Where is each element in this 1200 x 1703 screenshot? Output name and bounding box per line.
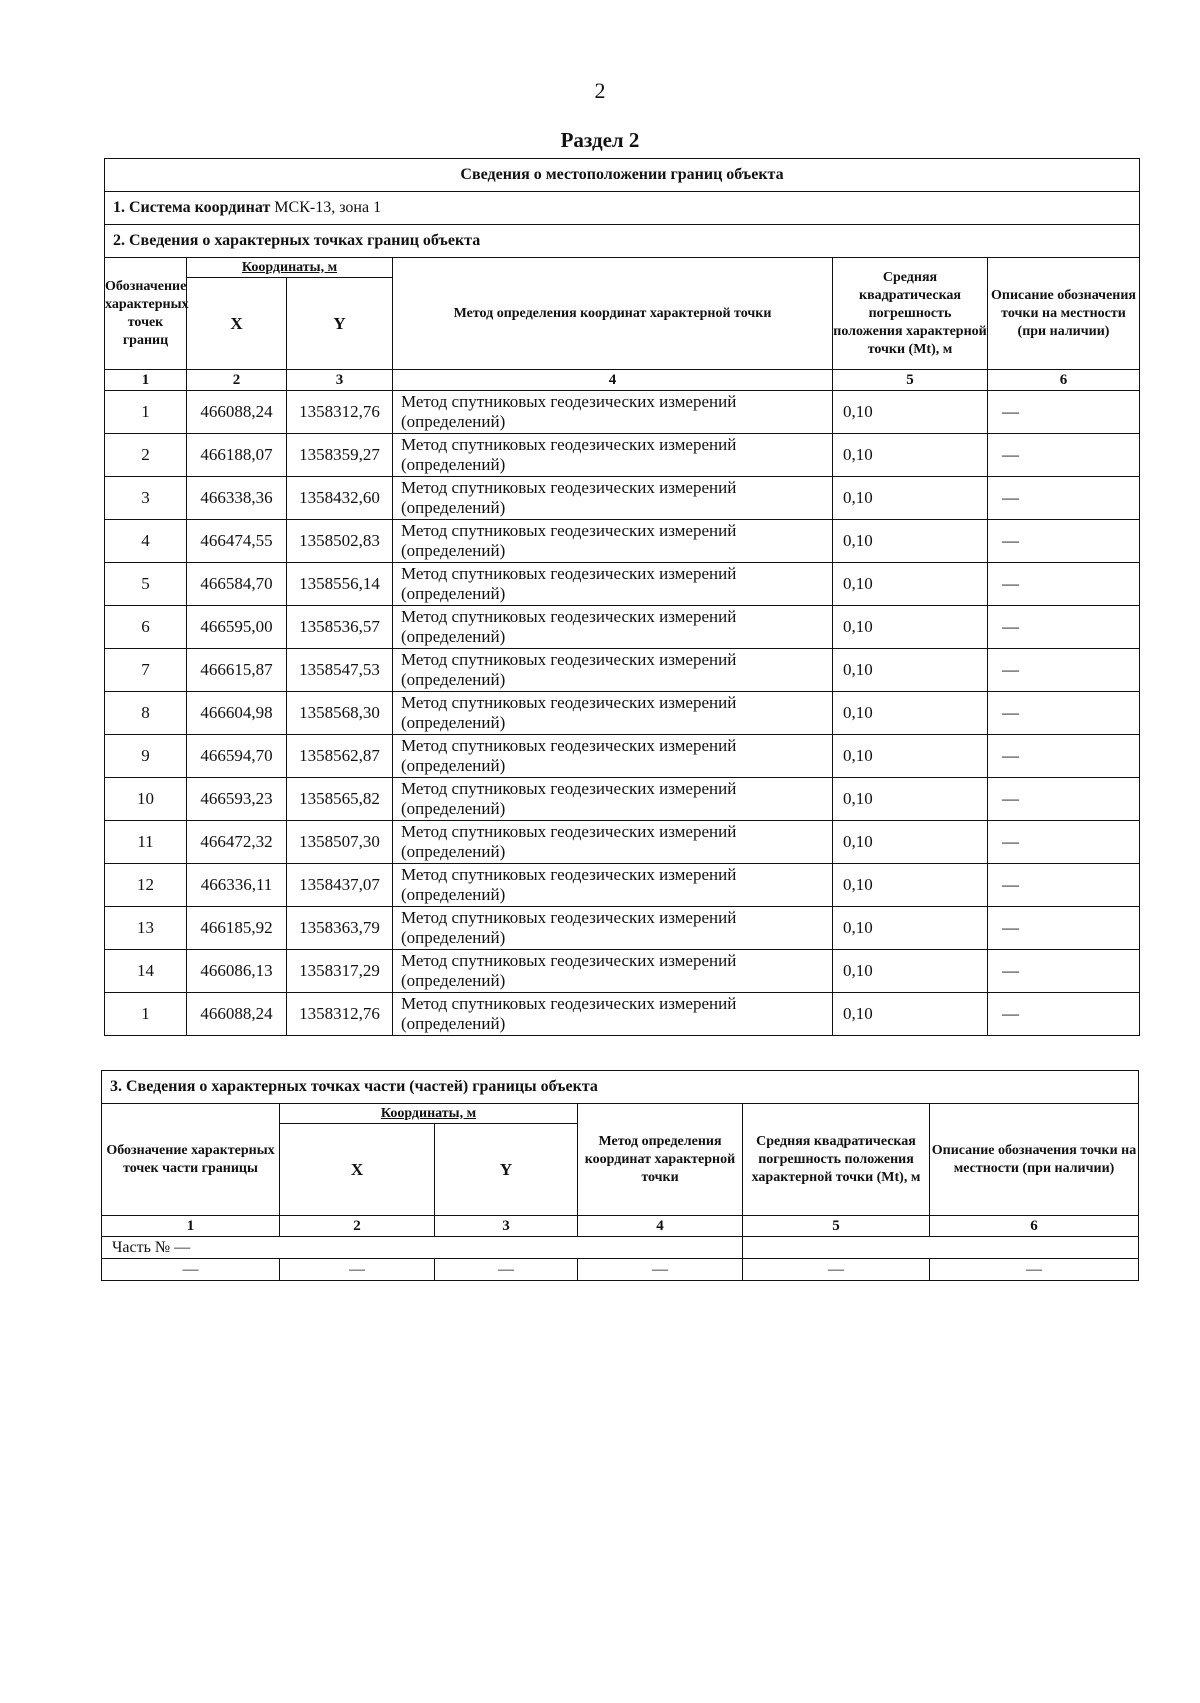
- mse-cell: 0,10: [833, 477, 988, 520]
- table-body: [105, 391, 1140, 1036]
- x-coordinate-cell: 466088,24: [187, 993, 287, 1036]
- description-cell: —: [988, 907, 1140, 950]
- part-label-empty: [743, 1237, 1139, 1259]
- mse-cell: 0,10: [833, 735, 988, 778]
- method-cell: Метод спутниковых геодезических измерений (определений): [393, 520, 833, 563]
- part-column-number: 6: [930, 1216, 1139, 1237]
- method-cell: Метод спутниковых геодезических измерений (определений): [393, 692, 833, 735]
- point-id-cell: 11: [105, 821, 187, 864]
- mse-cell: 0,10: [833, 778, 988, 821]
- part-empty-cell: —: [578, 1259, 743, 1281]
- x-coordinate-cell: 466604,98: [187, 692, 287, 735]
- y-coordinate-cell: 1358359,27: [287, 434, 393, 477]
- table-row: [105, 520, 1140, 563]
- part-label: Часть № —: [102, 1237, 743, 1259]
- table-row: [105, 950, 1140, 993]
- y-coordinate-cell: 1358556,14: [287, 563, 393, 606]
- section-title: Раздел 2: [560, 128, 640, 152]
- y-coordinate-cell: 1358432,60: [287, 477, 393, 520]
- description-cell: —: [988, 864, 1140, 907]
- points-section-title: 2. Сведения о характерных точках границ объекта: [105, 225, 1140, 258]
- mse-cell: 0,10: [833, 606, 988, 649]
- table-row: [105, 821, 1140, 864]
- description-cell: —: [988, 950, 1140, 993]
- part-header-point-designation: Обозначение характерных точек части границы: [102, 1104, 280, 1216]
- point-id-cell: 1: [105, 391, 187, 434]
- method-cell: Метод спутниковых геодезических измерений (определений): [393, 477, 833, 520]
- y-coordinate-cell: 1358562,87: [287, 735, 393, 778]
- mse-cell: 0,10: [833, 993, 988, 1036]
- method-cell: Метод спутниковых геодезических измерений (определений): [393, 606, 833, 649]
- part-header-x: X: [280, 1124, 435, 1216]
- mse-cell: 0,10: [833, 520, 988, 563]
- x-coordinate-cell: 466594,70: [187, 735, 287, 778]
- table-row: [105, 434, 1140, 477]
- part-header-method: Метод определения координат характерной точки: [578, 1104, 743, 1216]
- part-column-number: 2: [280, 1216, 435, 1237]
- part-header-coordinates: Координаты, м: [280, 1104, 578, 1124]
- x-coordinate-cell: 466474,55: [187, 520, 287, 563]
- coordinate-system-value: МСК-13, зона 1: [274, 199, 382, 216]
- description-cell: —: [988, 649, 1140, 692]
- y-coordinate-cell: 1358565,82: [287, 778, 393, 821]
- table-row: [105, 649, 1140, 692]
- part-empty-cell: —: [102, 1259, 280, 1281]
- mse-cell: 0,10: [833, 821, 988, 864]
- column-number: 4: [393, 370, 833, 391]
- method-cell: Метод спутниковых геодезических измерений (определений): [393, 907, 833, 950]
- point-id-cell: 9: [105, 735, 187, 778]
- table-row: [105, 993, 1140, 1036]
- description-cell: —: [988, 477, 1140, 520]
- header-description: Описание обозначения точки на местности (при наличии): [988, 258, 1140, 370]
- point-id-cell: 13: [105, 907, 187, 950]
- point-id-cell: 14: [105, 950, 187, 993]
- mse-cell: 0,10: [833, 434, 988, 477]
- page-number: 2: [594, 78, 606, 103]
- point-id-cell: 1: [105, 993, 187, 1036]
- header-point-designation: Обозначение характерных точек границ: [105, 258, 187, 370]
- method-cell: Метод спутниковых геодезических измерений (определений): [393, 864, 833, 907]
- coordinate-system: [105, 192, 1140, 225]
- column-number: 5: [833, 370, 988, 391]
- table-row: [105, 907, 1140, 950]
- part-empty-cell: —: [435, 1259, 578, 1281]
- column-number: 6: [988, 370, 1140, 391]
- column-number: 2: [187, 370, 287, 391]
- part-column-number: 1: [102, 1216, 280, 1237]
- point-id-cell: 8: [105, 692, 187, 735]
- table-row: [105, 864, 1140, 907]
- part-table-title: 3. Сведения о характерных точках части (частей) границы объекта: [102, 1071, 1139, 1104]
- table-row: [105, 606, 1140, 649]
- description-cell: —: [988, 778, 1140, 821]
- mse-cell: 0,10: [833, 563, 988, 606]
- method-cell: Метод спутниковых геодезических измерений (определений): [393, 434, 833, 477]
- point-id-cell: 3: [105, 477, 187, 520]
- method-cell: Метод спутниковых геодезических измерений (определений): [393, 778, 833, 821]
- part-boundary-table: [101, 1070, 1139, 1281]
- method-cell: Метод спутниковых геодезических измерений (определений): [393, 563, 833, 606]
- y-coordinate-cell: 1358568,30: [287, 692, 393, 735]
- y-coordinate-cell: 1358317,29: [287, 950, 393, 993]
- method-cell: Метод спутниковых геодезических измерений (определений): [393, 649, 833, 692]
- part-empty-cell: —: [743, 1259, 930, 1281]
- part-header-y: Y: [435, 1124, 578, 1216]
- point-id-cell: 7: [105, 649, 187, 692]
- part-header-mse: Средняя квадратическая погрешность положения характерной точки (Mt), м: [743, 1104, 930, 1216]
- table-row: [105, 692, 1140, 735]
- table-title: Сведения о местоположении границ объекта: [105, 159, 1140, 192]
- header-method: Метод определения координат характерной точки: [393, 258, 833, 370]
- x-coordinate-cell: 466593,23: [187, 778, 287, 821]
- mse-cell: 0,10: [833, 649, 988, 692]
- part-column-number: 4: [578, 1216, 743, 1237]
- y-coordinate-cell: 1358507,30: [287, 821, 393, 864]
- x-coordinate-cell: 466336,11: [187, 864, 287, 907]
- table-row: [105, 391, 1140, 434]
- table-row: [105, 778, 1140, 821]
- y-coordinate-cell: 1358437,07: [287, 864, 393, 907]
- description-cell: —: [988, 993, 1140, 1036]
- mse-cell: 0,10: [833, 950, 988, 993]
- coordinate-system-label: 1. Система координат: [113, 199, 271, 216]
- point-id-cell: 12: [105, 864, 187, 907]
- part-column-number: 3: [435, 1216, 578, 1237]
- x-coordinate-cell: 466584,70: [187, 563, 287, 606]
- part-empty-cell: —: [930, 1259, 1139, 1281]
- boundary-table: [104, 158, 1140, 1036]
- method-cell: Метод спутниковых геодезических измерений (определений): [393, 821, 833, 864]
- mse-cell: 0,10: [833, 864, 988, 907]
- point-id-cell: 10: [105, 778, 187, 821]
- description-cell: —: [988, 563, 1140, 606]
- x-coordinate-cell: 466086,13: [187, 950, 287, 993]
- x-coordinate-cell: 466088,24: [187, 391, 287, 434]
- description-cell: —: [988, 692, 1140, 735]
- header-mse: Средняя квадратическая погрешность положения характерной точки (Mt), м: [833, 258, 988, 370]
- x-coordinate-cell: 466188,07: [187, 434, 287, 477]
- method-cell: Метод спутниковых геодезических измерений (определений): [393, 950, 833, 993]
- y-coordinate-cell: 1358312,76: [287, 391, 393, 434]
- mse-cell: 0,10: [833, 391, 988, 434]
- point-id-cell: 4: [105, 520, 187, 563]
- point-id-cell: 5: [105, 563, 187, 606]
- column-number: 3: [287, 370, 393, 391]
- y-coordinate-cell: 1358536,57: [287, 606, 393, 649]
- method-cell: Метод спутниковых геодезических измерений (определений): [393, 993, 833, 1036]
- column-number: 1: [105, 370, 187, 391]
- y-coordinate-cell: 1358363,79: [287, 907, 393, 950]
- part-header-description: Описание обозначения точки на местности (при наличии): [930, 1104, 1139, 1216]
- y-coordinate-cell: 1358312,76: [287, 993, 393, 1036]
- description-cell: —: [988, 391, 1140, 434]
- method-cell: Метод спутниковых геодезических измерений (определений): [393, 391, 833, 434]
- mse-cell: 0,10: [833, 907, 988, 950]
- description-cell: —: [988, 434, 1140, 477]
- x-coordinate-cell: 466185,92: [187, 907, 287, 950]
- header-y: Y: [287, 278, 393, 370]
- point-id-cell: 2: [105, 434, 187, 477]
- point-id-cell: 6: [105, 606, 187, 649]
- part-empty-cell: —: [280, 1259, 435, 1281]
- part-column-number: 5: [743, 1216, 930, 1237]
- y-coordinate-cell: 1358502,83: [287, 520, 393, 563]
- x-coordinate-cell: 466472,32: [187, 821, 287, 864]
- header-x: X: [187, 278, 287, 370]
- header-coordinates: Координаты, м: [187, 258, 393, 278]
- table-row: [105, 477, 1140, 520]
- table-row: [105, 735, 1140, 778]
- description-cell: —: [988, 821, 1140, 864]
- mse-cell: 0,10: [833, 692, 988, 735]
- x-coordinate-cell: 466338,36: [187, 477, 287, 520]
- table-row: [105, 563, 1140, 606]
- description-cell: —: [988, 520, 1140, 563]
- x-coordinate-cell: 466595,00: [187, 606, 287, 649]
- method-cell: Метод спутниковых геодезических измерений (определений): [393, 735, 833, 778]
- description-cell: —: [988, 735, 1140, 778]
- x-coordinate-cell: 466615,87: [187, 649, 287, 692]
- y-coordinate-cell: 1358547,53: [287, 649, 393, 692]
- description-cell: —: [988, 606, 1140, 649]
